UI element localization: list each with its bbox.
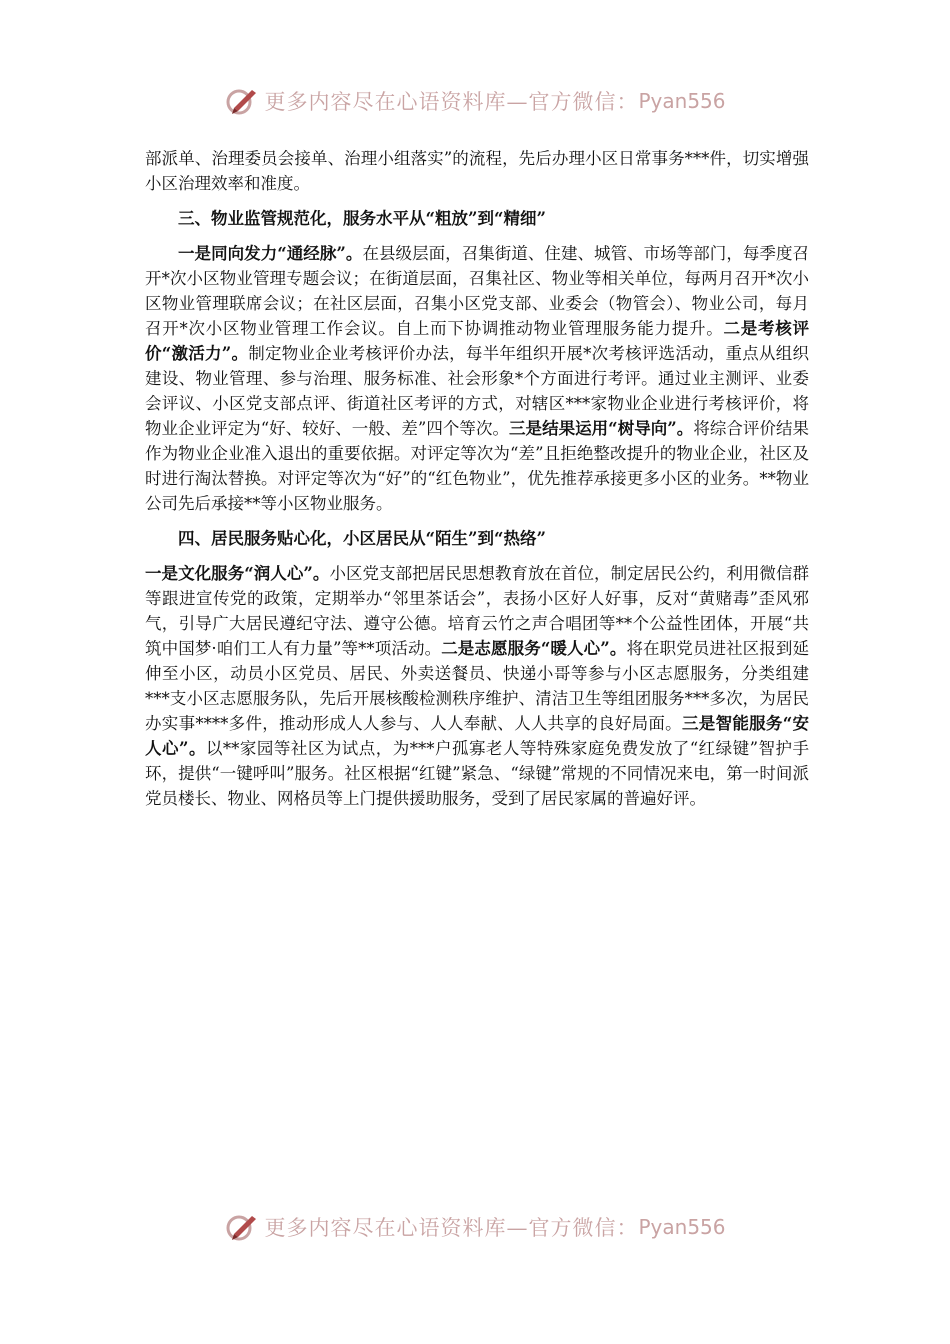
bold-lead-3: 三是智能服务“安人心”。 [145, 714, 810, 758]
paragraph-text: 小区党支部把居民思想教育放在首位，制定居民公约，利用微信群等跟进宣传党的政策，定期举办“邻里茶话会”，表扬小区好人好事，反对“黄赌毒”歪风邪气，引导广大居民遵纪守法、遵守公德。培育云竹之声合唱团等**个公益性团体，开展“共筑中国梦·咱们工人有力量”等**项活动。 [145, 564, 809, 658]
paragraph-text: 将在职党员进社区报到延伸至小区，动员小区党员、居民、外卖送餐员、快递小哥等参与小区志愿服务，分类组建***支小区志愿服务队，先后开展核酸检测秩序维护、清洁卫生等组团服务***多次，为居民办实事****多件，推动形成人人参与、人人奉献、人人共享的良好局面。 [145, 639, 809, 733]
paragraph-text: 将综合评价结果作为物业企业准入退出的重要依据。对评定等次为“差”且拒绝整改提升的物业企业，社区及时进行淘汰替换。对评定等次为“好”的“红色物业”，优先推荐承接更多小区的业务。**物业公司先后承接**等小区物业服务。 [145, 419, 810, 513]
pen-logo-icon [224, 84, 260, 118]
section-heading-3: 三、物业监管规范化，服务水平从“粗放”到“精细” [178, 209, 546, 228]
document-body [145, 146, 809, 811]
paragraph-property-supervision [145, 241, 809, 516]
bold-lead-1: 一是同向发力“通经脉”。 [178, 244, 363, 263]
header-watermark [0, 84, 950, 118]
watermark-handle: Pyan556 [638, 89, 726, 113]
pen-logo-icon [224, 1210, 260, 1244]
paragraph-text: 制定物业企业考核评价办法，每半年组织开展*次考核评选活动，重点从组织建设、物业管理、参与治理、服务标准、社会形象*个方面进行考评。通过业主测评、业委会评议、小区党支部点评、街道社区考评的方式，对辖区***家物业企业进行考核评价，将物业企业评定为“好、较好、一般、差”四个等次。 [145, 344, 810, 438]
watermark-text: 更多内容尽在心语资料库—官方微信： [264, 1216, 639, 1240]
bold-lead-2: 二是考核评价“激活力”。 [145, 319, 810, 363]
paragraph-text: 以**家园等社区为试点，为***户孤寡老人等特殊家庭免费发放了“红绿键”智护手环，提供“一键呼叫”服务。社区根据“红键”紧急、“绿键”常规的不同情况来电，第一时间派党员楼长、物业、网格员等上门提供援助服务，受到了居民家属的普遍好评。 [145, 739, 809, 808]
paragraph-text: 在县级层面，召集街道、住建、城管、市场等部门，每季度召开*次小区物业管理专题会议；在街道层面，召集社区、物业等相关单位，每两月召开*次小区物业管理联席会议；在社区层面，召集小区党支部、业委会（物管会）、物业公司，每月召开*次小区物业管理工作会议。自上而下协调推动物业管理服务能力提升。 [145, 244, 810, 338]
bold-lead-1: 一是文化服务“润人心”。 [145, 564, 330, 583]
section-heading-4: 四、居民服务贴心化，小区居民从“陌生”到“热络” [178, 529, 546, 548]
bold-lead-2: 二是志愿服务“暖人心”。 [441, 639, 627, 658]
footer-watermark [0, 1210, 950, 1244]
watermark-text: 更多内容尽在心语资料库—官方微信： [264, 90, 639, 114]
paragraph-continued: 部派单、治理委员会接单、治理小组落实”的流程，先后办理小区日常事务***件，切实增强小区治理效率和准度。 [145, 149, 809, 193]
watermark-handle: Pyan556 [638, 1215, 726, 1239]
paragraph-resident-services [145, 561, 809, 811]
bold-lead-3: 三是结果运用“树导向”。 [509, 419, 694, 438]
